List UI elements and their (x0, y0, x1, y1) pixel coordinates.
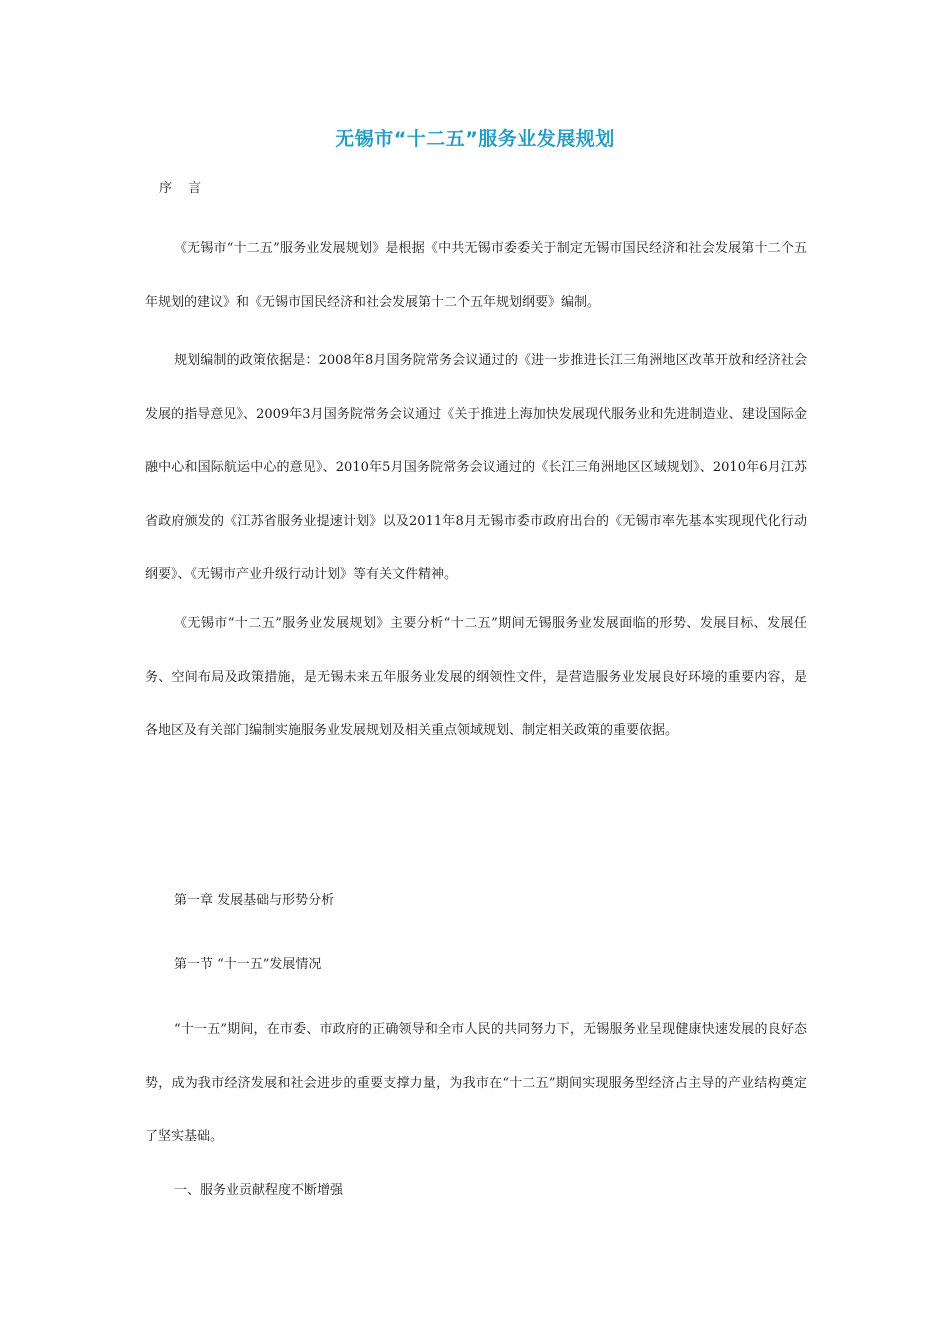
paragraph-basis: 《无锡市“十二五”服务业发展规划》是根据《中共无锡市委委关于制定无锡市国民经济和社会发展第十二个五年规划的建议》和《无锡市国民经济和社会发展第十二个五年规划纲要》编制。 (145, 241, 807, 310)
section-heading: 第一节 “十一五”发展情况 (174, 957, 322, 972)
chapter-heading: 第一章 发展基础与形势分析 (174, 893, 335, 908)
subsection-heading: 一、服务业贡献程度不断增强 (174, 1183, 344, 1198)
document-title: 无锡市“十二五”服务业发展规划 (335, 128, 615, 150)
paragraph-policy: 规划编制的政策依据是：2008年8月国务院常务会议通过的《进一步推进长江三角洲地区改革开放和经济社会发展的指导意见》、2009年3月国务院常务会议通过《关于推进上海加快发展现代服务业和先进制造业、建设国际金融中心和国际航运中心的意见》、2010年5月国务院常务会议通过的《长江三角洲地区区域规划》、2010年6月江苏省政府颁发的《江苏省服务业提速计划》以及2011年8月无锡市委市政府出台的《无锡市率先基本实现现代化行动纲要》、《无锡市产业升级行动计划》等有关文件精神。 (145, 353, 807, 582)
paragraph-purpose: 《无锡市“十二五”服务业发展规划》主要分析“十二五”期间无锡服务业发展面临的形势、发展目标、发展任务、空间布局及政策措施，是无锡未来五年服务业发展的纲领性文件，是营造服务业发展良好环境的重要内容，是各地区及有关部门编制实施服务业发展规划及相关重点领域规划、制定相关政策的重要依据。 (145, 616, 807, 738)
paragraph-section-intro: “十一五”期间，在市委、市政府的正确领导和全市人民的共同努力下，无锡服务业呈现健康快速发展的良好态势，成为我市经济发展和社会进步的重要支撑力量，为我市在“十二五”期间实现服务型经济占主导的产业结构奠定了坚实基础。 (145, 1022, 807, 1144)
preface-label: 序 言 (159, 181, 208, 196)
